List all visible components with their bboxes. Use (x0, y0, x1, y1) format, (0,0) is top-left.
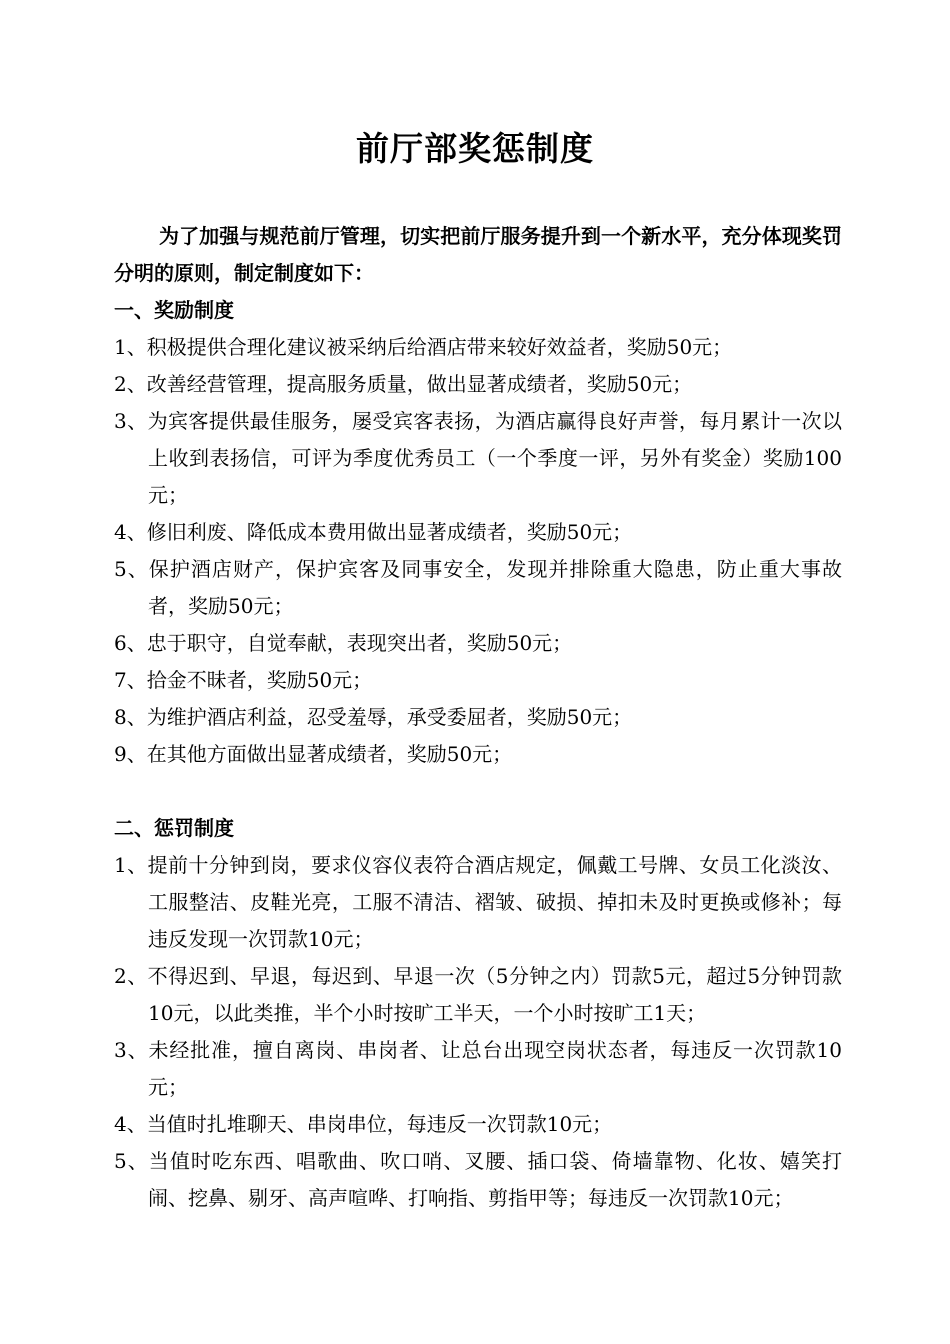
section-heading-penalties: 二、惩罚制度 (114, 816, 234, 840)
penalty-item: 3、未经批准，擅自离岗、串岗者、让总台出现空岗状态者，每违反一次罚款10元； (114, 1038, 842, 1099)
penalty-item: 4、当值时扎堆聊天、串岗串位，每违反一次罚款10元； (114, 1112, 613, 1136)
reward-item: 5、保护酒店财产，保护宾客及同事安全，发现并排除重大隐患，防止重大事故者，奖励50元； (114, 557, 842, 618)
document-title: 前厅部奖惩制度 (356, 129, 594, 168)
document-body (114, 218, 842, 1217)
reward-item: 6、忠于职守，自觉奉献，表现突出者，奖励50元； (114, 631, 573, 655)
penalty-item: 2、不得迟到、早退，每迟到、早退一次（5分钟之内）罚款5元，超过5分钟罚款10元，以此类推，半个小时按旷工半天，一个小时按旷工1天； (114, 964, 842, 1025)
section-heading-rewards: 一、奖励制度 (114, 298, 234, 322)
penalty-item: 1、提前十分钟到岗，要求仪容仪表符合酒店规定，佩戴工号牌、女员工化淡汝、工服整洁、皮鞋光亮，工服不清洁、褶皱、破损、掉扣未及时更换或修补；每违反发现一次罚款10元； (114, 853, 842, 951)
reward-item: 4、修旧利废、降低成本费用做出显著成绩者，奖励50元； (114, 520, 633, 544)
reward-item: 7、拾金不昧者，奖励50元； (114, 668, 373, 692)
reward-item: 2、改善经营管理，提高服务质量，做出显著成绩者，奖励50元； (114, 372, 693, 396)
reward-item: 1、积极提供合理化建议被采纳后给酒店带来较好效益者，奖励50元； (114, 335, 733, 359)
intro-paragraph: 为了加强与规范前厅管理，切实把前厅服务提升到一个新水平，充分体现奖罚分明的原则，制定制度如下： (114, 224, 842, 285)
reward-item: 8、为维护酒店利益，忍受羞辱，承受委屈者，奖励50元； (114, 705, 633, 729)
penalty-item: 5、当值时吃东西、唱歌曲、吹口哨、叉腰、插口袋、倚墙靠物、化妆、嬉笑打闹、挖鼻、剔牙、高声喧哗、打响指、剪指甲等；每违反一次罚款10元； (114, 1149, 842, 1210)
reward-item: 3、为宾客提供最佳服务，屡受宾客表扬，为酒店赢得良好声誉，每月累计一次以上收到表扬信，可评为季度优秀员工（一个季度一评，另外有奖金）奖励100元； (114, 409, 842, 507)
reward-item: 9、在其他方面做出显著成绩者，奖励50元； (114, 742, 513, 766)
